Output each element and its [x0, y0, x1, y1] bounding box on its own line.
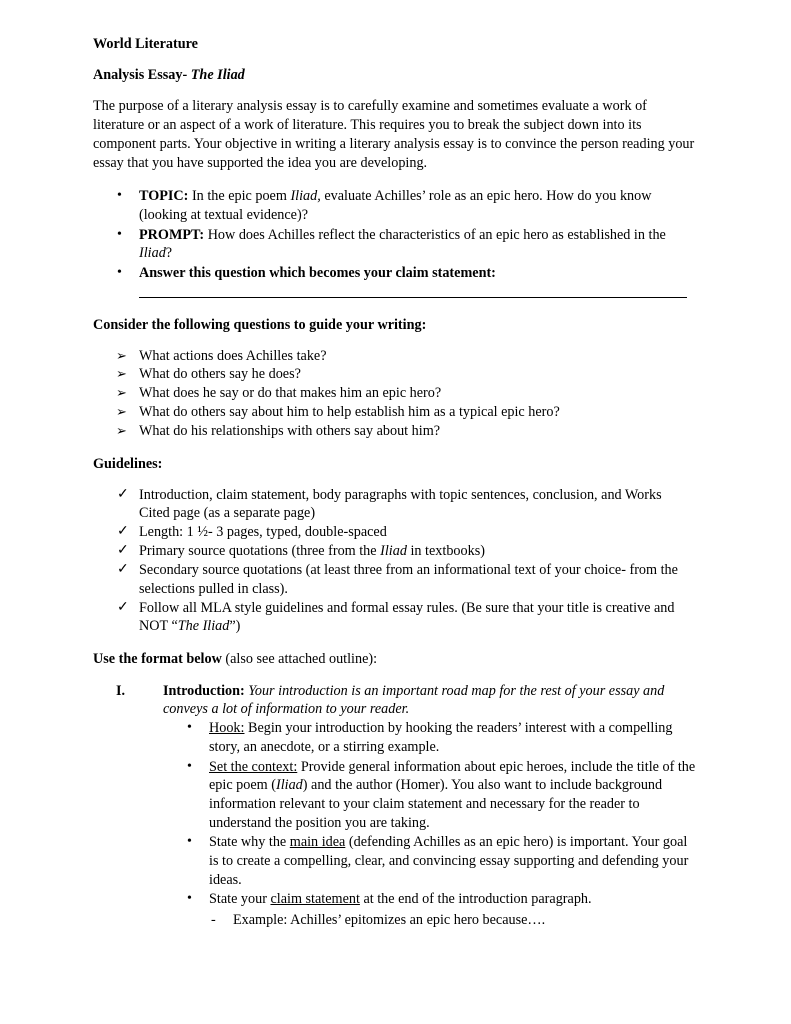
hook-item: Hook: Begin your introduction by hooking the readers’ interest with a compelling [209, 720, 673, 736]
guideline-item: Introduction, claim statement, body paragraphs with topic sentences, conclusion, and Works [139, 487, 662, 503]
bullet-icon: • [117, 227, 122, 242]
example-item: Example: Achilles’ epitomizes an epic hero because…. [233, 912, 546, 928]
guideline-item: Cited page (as a separate page) [139, 505, 316, 521]
question-item: What do others say about him to help establish him as a typical epic hero? [139, 404, 560, 420]
hook-item: story, an anecdote, or a stirring example. [209, 739, 440, 755]
question-item: What does he say or do that makes him an epic hero? [139, 385, 442, 401]
arrow-bullet-icon: ➢ [116, 366, 127, 381]
question-item: What actions does Achilles take? [139, 348, 327, 364]
checkmark-icon: ✓ [117, 600, 129, 615]
intro-line: The purpose of a literary analysis essay is to carefully examine and sometimes evaluate a work of [93, 98, 647, 114]
guideline-item: selections pulled in class). [139, 581, 288, 597]
context-item: information relevant to your claim statement and necessary for the reader to [209, 796, 640, 812]
section-numeral: I. [116, 683, 126, 699]
claim-item: State your claim statement at the end of the introduction paragraph. [209, 891, 592, 907]
context-item: understand the position you are taking. [209, 815, 430, 831]
topic-line: TOPIC: In the epic poem Iliad, evaluate Achilles’ role as an epic hero. How do you know [139, 188, 652, 204]
prompt-line: PROMPT: How does Achilles reflect the characteristics of an epic hero as established in the [139, 227, 666, 243]
subtitle: Analysis Essay- The Iliad [93, 67, 245, 83]
guidelines-heading: Guidelines: [93, 456, 163, 472]
arrow-bullet-icon: ➢ [116, 423, 127, 438]
dash-bullet: - [211, 912, 216, 928]
bullet-icon: • [117, 188, 122, 203]
checkmark-icon: ✓ [117, 543, 129, 558]
arrow-bullet-icon: ➢ [116, 385, 127, 400]
topic-line: (looking at textual evidence)? [139, 207, 308, 223]
bullet-icon: • [187, 720, 192, 735]
question-item: What do others say he does? [139, 366, 301, 382]
answer-blank-line [139, 297, 687, 298]
bullet-icon: • [117, 265, 122, 280]
intro-line: literature or an aspect of a work of literature. This requires you to break the subject down into its [93, 117, 642, 133]
checkmark-icon: ✓ [117, 562, 129, 577]
guideline-item: Length: 1 ½- 3 pages, typed, double-spaced [139, 524, 387, 540]
intro-line: component parts. Your objective in writing a literary analysis essay is to convince the person reading your [93, 136, 695, 152]
main-idea-item: ideas. [209, 872, 242, 888]
question-item: What do his relationships with others say about him? [139, 423, 441, 439]
answer-instruction: Answer this question which becomes your claim statement: [139, 265, 496, 281]
checkmark-icon: ✓ [117, 524, 129, 539]
bullet-icon: • [187, 891, 192, 906]
guideline-item: Follow all MLA style guidelines and formal essay rules. (Be sure that your title is creative and [139, 600, 675, 616]
questions-heading: Consider the following questions to guide your writing: [93, 317, 427, 333]
intro-line: essay that you have supported the idea you are developing. [93, 155, 428, 171]
section-intro-desc: conveys a lot of information to your reader. [163, 701, 410, 717]
guideline-item: NOT “The Iliad”) [139, 618, 241, 634]
guideline-item: Secondary source quotations (at least three from an informational text of your choice- from the [139, 562, 678, 578]
main-idea-item: is to create a compelling, clear, and convincing essay supporting and defending your [209, 853, 689, 869]
guideline-item: Primary source quotations (three from the Iliad in textbooks) [139, 543, 485, 559]
context-item: epic poem (Iliad) and the author (Homer). You also want to include background [209, 777, 663, 793]
prompt-line: Iliad? [139, 245, 173, 261]
main-idea-item: State why the main idea (defending Achilles as an epic hero) is important. Your goal [209, 834, 688, 850]
checkmark-icon: ✓ [117, 487, 129, 502]
bullet-icon: • [187, 759, 192, 774]
format-heading: Use the format below (also see attached outline): [93, 651, 378, 667]
arrow-bullet-icon: ➢ [116, 404, 127, 419]
page-title: World Literature [93, 36, 198, 52]
section-intro-heading: Introduction: Your introduction is an important road map for the rest of your essay and [163, 683, 665, 699]
bullet-icon: • [187, 834, 192, 849]
arrow-bullet-icon: ➢ [116, 348, 127, 363]
context-item: Set the context: Provide general information about epic heroes, include the title of the [209, 759, 696, 775]
